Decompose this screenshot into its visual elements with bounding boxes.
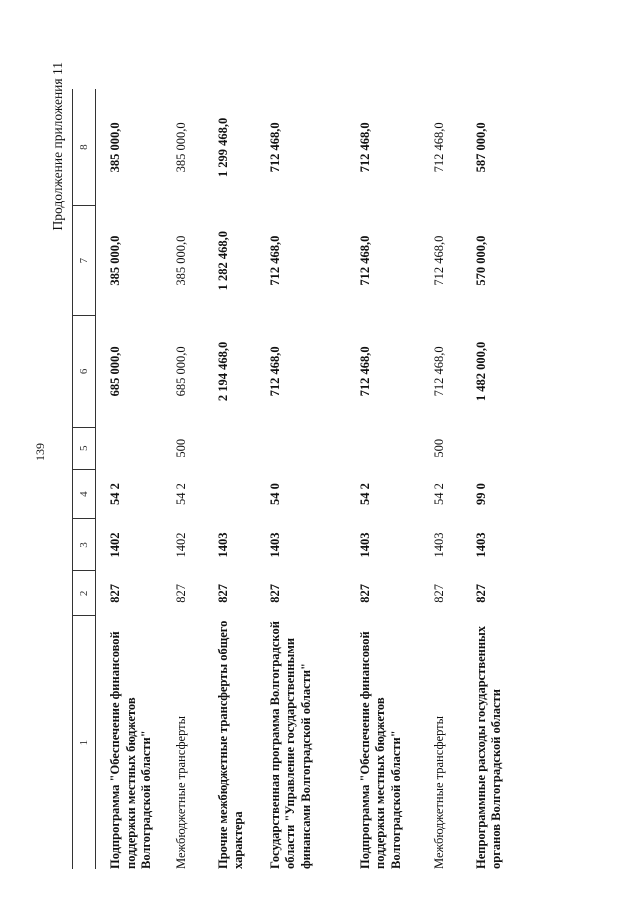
col-header-3: 3 bbox=[73, 519, 96, 571]
row-type bbox=[358, 427, 432, 469]
table-row bbox=[268, 89, 358, 869]
row-name: Межбюджетные трансферты bbox=[173, 715, 188, 869]
row-section: 1402 bbox=[108, 532, 122, 558]
table-row bbox=[96, 89, 174, 869]
row-ministry: 827 bbox=[473, 583, 488, 603]
row-amount-8: 587 000,0 bbox=[473, 122, 488, 173]
row-amount-7: 385 000,0 bbox=[173, 235, 188, 286]
row-name: Подпрограмма "Обеспечение финансовой поддержки местных бюджетов Волгоградской области" bbox=[357, 631, 403, 869]
row-name: Прочие межбюджетные трансферты общего характера bbox=[215, 620, 245, 869]
col-header-8: 8 bbox=[73, 89, 96, 206]
row-amount-8: 1 299 468,0 bbox=[215, 117, 230, 178]
row-section: 1403 bbox=[431, 532, 446, 558]
row-ministry: 827 bbox=[357, 583, 372, 603]
row-target: 99 0 bbox=[473, 483, 488, 506]
budget-table bbox=[72, 89, 534, 869]
table-row bbox=[432, 89, 474, 869]
row-amount-7: 712 468,0 bbox=[357, 235, 372, 286]
row-amount-6: 712 468,0 bbox=[267, 346, 282, 397]
col-header-1: 1 bbox=[73, 616, 96, 869]
row-amount-6: 712 468,0 bbox=[431, 346, 446, 397]
col-header-4: 4 bbox=[73, 469, 96, 519]
table-row bbox=[358, 89, 432, 869]
row-ministry: 827 bbox=[108, 583, 122, 603]
row-amount-7: 712 468,0 bbox=[431, 235, 446, 286]
table-row bbox=[216, 89, 268, 869]
table-row bbox=[474, 89, 534, 869]
row-amount-7: 712 468,0 bbox=[267, 235, 282, 286]
column-number-row bbox=[73, 89, 96, 869]
row-amount-7: 1 282 468,0 bbox=[215, 230, 230, 291]
row-amount-6: 1 482 000,0 bbox=[473, 341, 488, 402]
row-type bbox=[474, 427, 534, 469]
row-amount-6: 685 000,0 bbox=[108, 346, 122, 397]
row-ministry: 827 bbox=[267, 583, 282, 603]
col-header-6: 6 bbox=[73, 316, 96, 428]
row-type: 500 bbox=[431, 438, 446, 458]
table-row bbox=[174, 89, 216, 869]
row-name: Государственная программа Волгоградской области "Управление государственными финансами Волгоградской области" bbox=[267, 621, 313, 869]
col-header-5: 5 bbox=[73, 427, 96, 469]
continuation-caption: Продолжение приложения 11 bbox=[50, 62, 65, 231]
row-name: Непрограммные расходы государственных органов Волгоградской области bbox=[473, 625, 503, 869]
row-amount-7: 385 000,0 bbox=[108, 235, 122, 286]
row-amount-6: 685 000,0 bbox=[173, 346, 188, 397]
row-type: 500 bbox=[173, 438, 188, 458]
row-amount-7: 570 000,0 bbox=[473, 235, 488, 286]
row-target: 54 2 bbox=[357, 483, 372, 506]
row-type bbox=[268, 427, 358, 469]
row-amount-8: 712 468,0 bbox=[357, 122, 372, 173]
row-amount-8: 712 468,0 bbox=[267, 122, 282, 173]
row-ministry: 827 bbox=[431, 583, 446, 603]
row-target bbox=[216, 469, 268, 519]
row-section: 1403 bbox=[473, 532, 488, 558]
row-target: 54 2 bbox=[431, 483, 446, 506]
row-name: Межбюджетные трансферты bbox=[431, 715, 446, 869]
row-ministry: 827 bbox=[215, 583, 230, 603]
page-number: 139 bbox=[33, 443, 47, 461]
row-target: 54 2 bbox=[173, 483, 188, 506]
row-section: 1403 bbox=[215, 532, 230, 558]
row-section: 1403 bbox=[357, 532, 372, 558]
row-amount-8: 385 000,0 bbox=[108, 122, 122, 173]
row-type bbox=[216, 427, 268, 469]
row-section: 1403 bbox=[267, 532, 282, 558]
col-header-7: 7 bbox=[73, 206, 96, 316]
row-type bbox=[96, 427, 174, 469]
row-target: 54 2 bbox=[108, 483, 122, 506]
row-ministry: 827 bbox=[173, 583, 188, 603]
row-amount-6: 2 194 468,0 bbox=[215, 341, 230, 402]
row-section: 1402 bbox=[173, 532, 188, 558]
row-target: 54 0 bbox=[267, 483, 282, 506]
row-name: Подпрограмма "Обеспечение финансовой поддержки местных бюджетов Волгоградской области" bbox=[108, 631, 153, 869]
row-amount-6: 712 468,0 bbox=[357, 346, 372, 397]
col-header-2: 2 bbox=[73, 571, 96, 616]
row-amount-8: 712 468,0 bbox=[431, 122, 446, 173]
row-amount-8: 385 000,0 bbox=[173, 122, 188, 173]
